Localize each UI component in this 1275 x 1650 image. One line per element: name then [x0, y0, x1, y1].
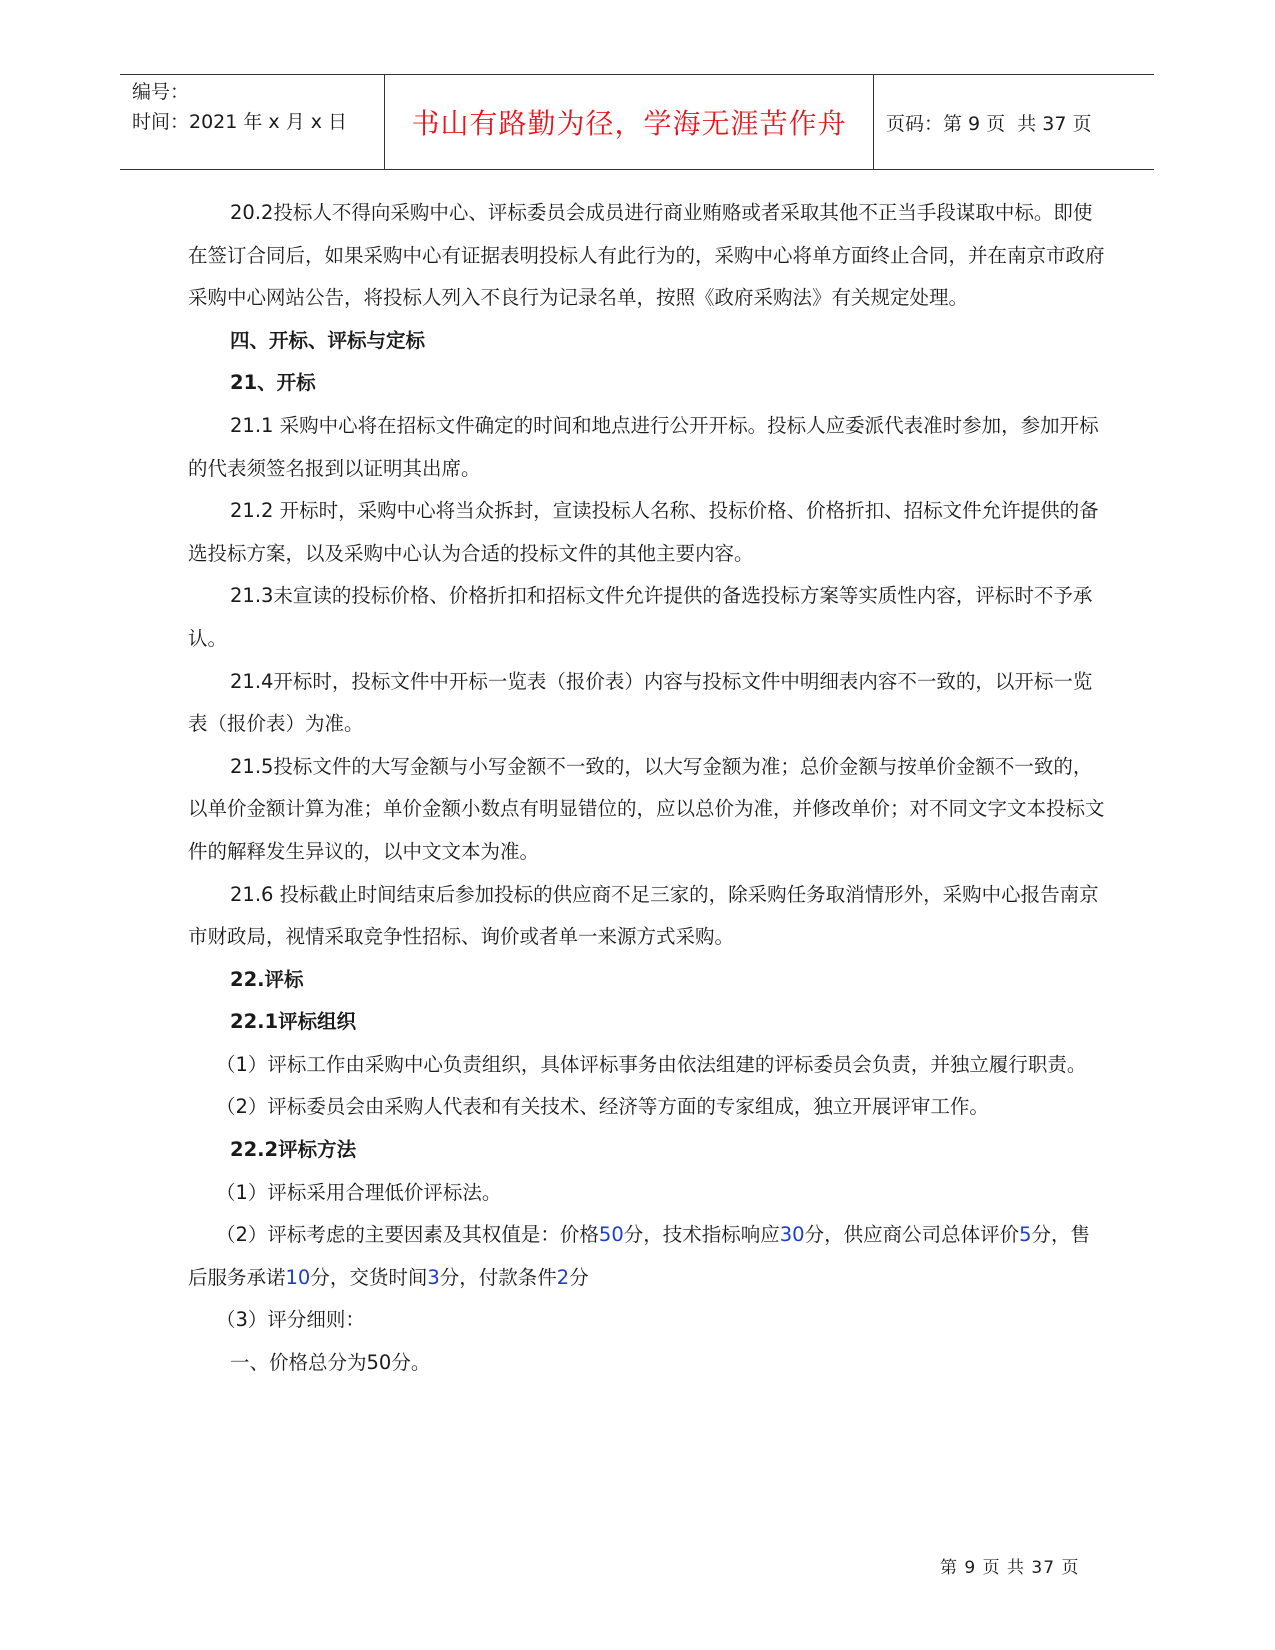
weight-price: 50 [598, 1223, 624, 1247]
weight-delivery: 3 [427, 1265, 440, 1289]
weights-text-g: 分 [569, 1265, 589, 1289]
paragraph-22-2-3: （3）评分细则： [216, 1308, 365, 1332]
paragraph-22-1-2: （2）评标委员会由采购人代表和有关技术、经济等方面的专家组成，独立开展评审工作。 [216, 1095, 989, 1119]
paragraph-21-1: 21.1 采购中心将在招标文件确定的时间和地点进行公开开标。投标人应委派代表准时参加，参加开标的代表须签名报到以证明其出席。 [188, 413, 1099, 480]
weights-text-c: 分，供应商公司总体评价 [804, 1223, 1020, 1247]
weights-text-a: （2）评标考虑的主要因素及其权值是：价格 [216, 1223, 599, 1247]
header-meta [120, 75, 385, 169]
section-heading-4: 四、开标、评标与定标 [230, 328, 426, 352]
weight-company: 5 [1019, 1223, 1032, 1247]
heading-21: 21、开标 [230, 371, 316, 395]
document-body [188, 192, 1108, 1385]
paragraph-22-2-2 [188, 1214, 1108, 1299]
weights-text-b: 分，技术指标响应 [623, 1223, 780, 1247]
document-number-label: 编号： [132, 81, 190, 103]
document-time-label: 时间：2021 年 x 月 x 日 [132, 111, 348, 133]
heading-22-2: 22.2评标方法 [230, 1138, 357, 1162]
paragraph-22-2-1: （1）评标采用合理低价评标法。 [216, 1180, 502, 1204]
paragraph-22-1-1: （1）评标工作由采购中心负责组织，具体评标事务由依法组建的评标委员会负责，并独立履行职责。 [216, 1052, 1087, 1076]
page-header [120, 74, 1154, 170]
weights-text-d: 分，售后服务承诺 [188, 1223, 1091, 1289]
paragraph-21-2: 21.2 开标时，采购中心将当众拆封，宣读投标人名称、投标价格、价格折扣、招标文件允许提供的备选投标方案，以及采购中心认为合适的投标文件的其他主要内容。 [188, 499, 1099, 565]
header-page-info [874, 75, 1154, 169]
paragraph-price-total: 一、价格总分为50分。 [230, 1351, 431, 1375]
heading-22-1: 22.1评标组织 [230, 1010, 357, 1034]
heading-22: 22.评标 [230, 967, 304, 991]
weight-technical: 30 [779, 1223, 805, 1247]
paragraph-21-5: 21.5投标文件的大写金额与小写金额不一致的，以大写金额为准；总价金额与按单价金额不一致的，以单价金额计算为准；单价金额小数点有明显错位的，应以总价为准，并修改单价；对不同文字文本投标文件的解释发生异议的，以中文文本为准。 [188, 754, 1105, 863]
weights-text-f: 分，付款条件 [439, 1265, 557, 1289]
paragraph-20-2: 20.2投标人不得向采购中心、评标委员会成员进行商业贿赂或者采取其他不正当手段谋取中标。即使在签订合同后，如果采购中心有证据表明投标人有此行为的，采购中心将单方面终止合同，并在南京市政府采购中心网站公告，将投标人列入不良行为记录名单，按照《政府采购法》有关规定处理。 [188, 201, 1105, 310]
paragraph-21-4: 21.4开标时，投标文件中开标一览表（报价表）内容与投标文件中明细表内容不一致的，以开标一览表（报价表）为准。 [188, 669, 1093, 736]
page-footer: 第 9 页 共 37 页 [940, 1558, 1080, 1578]
weights-text-e: 分，交货时间 [310, 1265, 428, 1289]
paragraph-21-3: 21.3未宣读的投标价格、价格折扣和招标文件允许提供的备选投标方案等实质性内容，评标时不予承认。 [188, 584, 1093, 650]
weight-service: 10 [285, 1265, 311, 1289]
weight-payment: 2 [556, 1265, 570, 1289]
header-page-label: 页码：第 9 页 共 37 页 [886, 112, 1092, 135]
header-motto: 书山有路勤为径，学海无涯苦作舟 [385, 75, 874, 169]
paragraph-21-6: 21.6 投标截止时间结束后参加投标的供应商不足三家的，除采购任务取消情形外，采购中心报告南京市财政局，视情采取竞争性招标、询价或者单一来源方式采购。 [188, 882, 1099, 949]
